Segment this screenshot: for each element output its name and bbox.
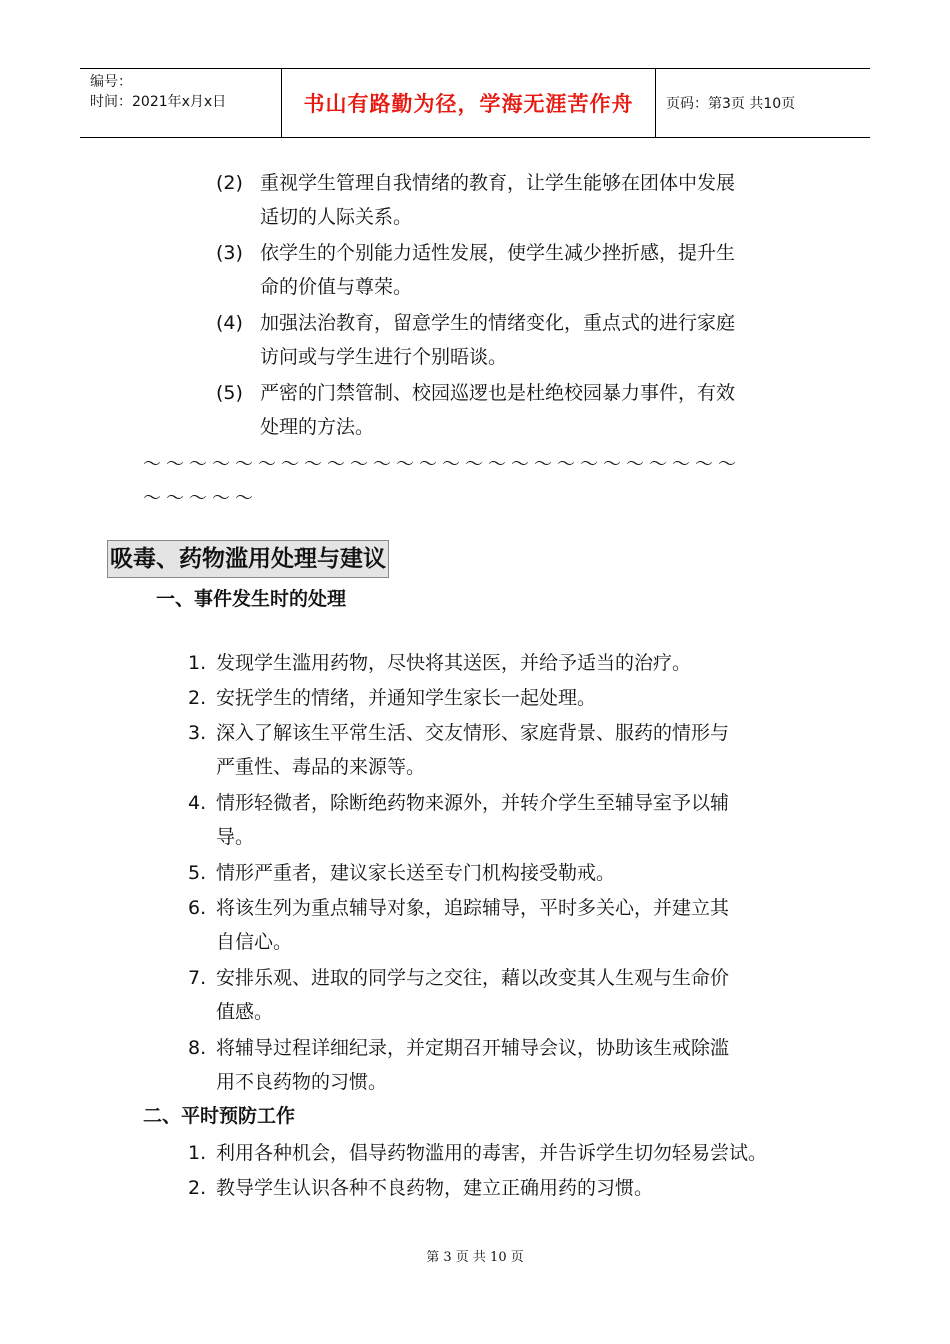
item-text-continued: 处理的方法。 — [260, 416, 375, 438]
page-header — [80, 68, 870, 138]
item-text: 深入了解该生平常生活、交友情形、家庭背景、服药的情形与 — [216, 722, 730, 744]
item-text: 依学生的个别能力适性发展，使学生减少挫折感，提升生 — [260, 242, 736, 264]
item-text: 情形轻微者，除断绝药物来源外，并转介学生至辅导室予以辅 — [216, 792, 730, 814]
item-text: 利用各种机会，倡导药物滥用的毒害，并告诉学生切勿轻易尝试。 — [216, 1142, 768, 1164]
item-text-continued: 访问或与学生进行个别晤谈。 — [260, 346, 508, 368]
item-text-continued: 命的价值与尊荣。 — [260, 276, 413, 298]
item-text: 将辅导过程详细纪录，并定期召开辅导会议，协助该生戒除滥 — [216, 1037, 730, 1059]
item-number: 2. — [188, 687, 207, 709]
header-meta — [80, 69, 282, 137]
page-footer: 第 3 页 共 10 页 — [426, 1250, 524, 1265]
item-number: 4. — [188, 792, 207, 814]
item-number: 5. — [188, 862, 207, 884]
item-text-continued: 适切的人际关系。 — [260, 206, 413, 228]
item-text: 发现学生滥用药物，尽快将其送医，并给予适当的治疗。 — [216, 652, 692, 674]
item-number: 3. — [188, 722, 207, 744]
item-text: 将该生列为重点辅导对象，追踪辅导，平时多关心，并建立其 — [216, 897, 730, 919]
header-motto: 书山有路勤为径，学海无涯苦作舟 — [282, 69, 656, 137]
document-number: 编号： — [90, 74, 132, 90]
item-text: 情形严重者，建议家长送至专门机构接受勒戒。 — [216, 862, 616, 884]
section-title: 吸毒、药物滥用处理与建议 — [107, 540, 389, 578]
part1-title: 一、事件发生时的处理 — [156, 588, 347, 610]
item-number: 8. — [188, 1037, 207, 1059]
item-number: 1. — [188, 652, 207, 674]
separator-line-2: ～～～～～ — [143, 488, 258, 509]
item-text-continued: 值感。 — [216, 1001, 274, 1023]
item-number: 1. — [188, 1142, 207, 1164]
item-text-continued: 自信心。 — [216, 931, 293, 953]
separator-line-1: ～～～～～～～～～～～～～～～～～～～～～～～～～～ — [143, 454, 741, 475]
item-text: 安抚学生的情绪，并通知学生家长一起处理。 — [216, 687, 597, 709]
item-number: (3) — [216, 242, 243, 264]
item-text: 教导学生认识各种不良药物，建立正确用药的习惯。 — [216, 1177, 654, 1199]
item-number: (4) — [216, 312, 243, 334]
header-page-info: 页码：第3页 共10页 — [666, 96, 796, 112]
item-number: (2) — [216, 172, 243, 194]
part2-title: 二、平时预防工作 — [143, 1105, 296, 1127]
item-text-continued: 用不良药物的习惯。 — [216, 1071, 388, 1093]
item-text-continued: 严重性、毒品的来源等。 — [216, 756, 426, 778]
item-text: 加强法治教育，留意学生的情绪变化，重点式的进行家庭 — [260, 312, 736, 334]
item-text: 安排乐观、进取的同学与之交往，藉以改变其人生观与生命价 — [216, 967, 730, 989]
item-text-continued: 导。 — [216, 826, 255, 848]
item-number: (5) — [216, 382, 243, 404]
item-number: 2. — [188, 1177, 207, 1199]
item-number: 6. — [188, 897, 207, 919]
item-number: 7. — [188, 967, 207, 989]
item-text: 重视学生管理自我情绪的教育，让学生能够在团体中发展 — [260, 172, 736, 194]
document-time: 时间：2021年x月x日 — [90, 94, 227, 110]
item-text: 严密的门禁管制、校园巡逻也是杜绝校园暴力事件，有效 — [260, 382, 736, 404]
